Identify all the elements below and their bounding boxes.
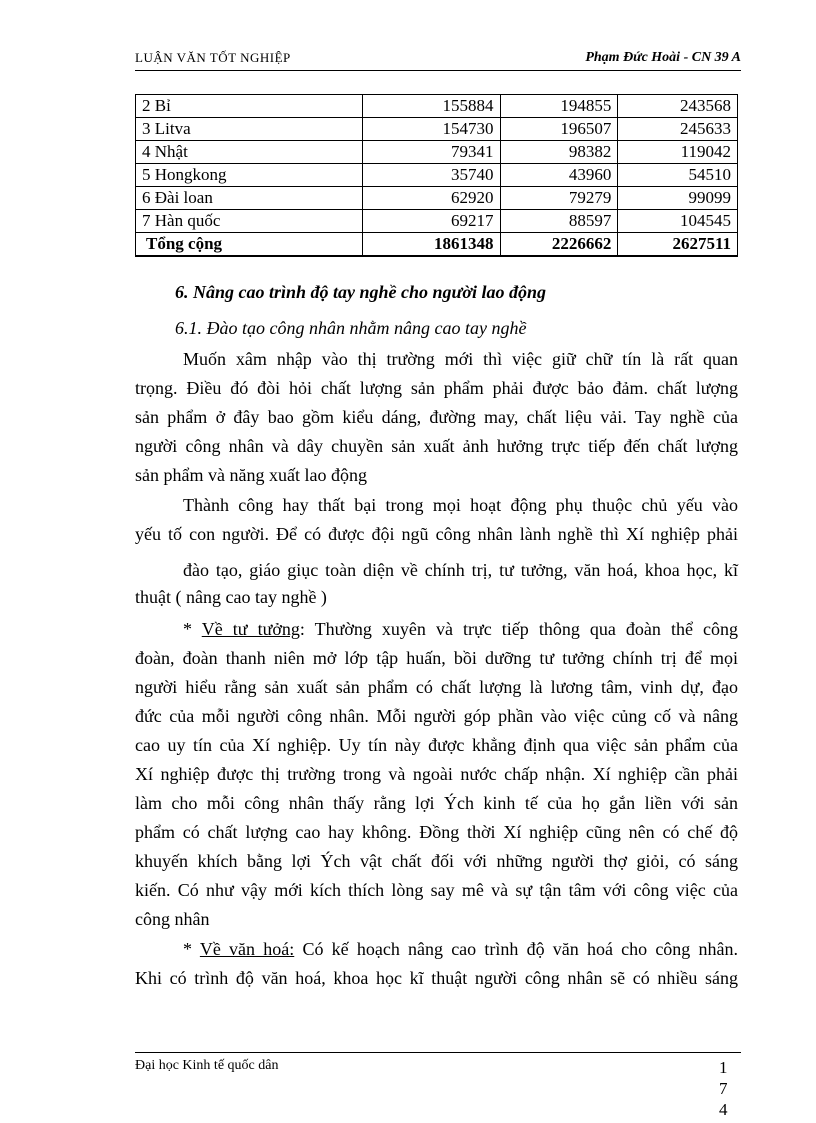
table-row bbox=[136, 210, 738, 233]
country-cell: 5 Hongkong bbox=[136, 164, 363, 187]
paragraph-line: phẩm có chất lượng cao hay không. Đồng thời Xí nghiệp cũng nên có chế độ bbox=[135, 822, 738, 842]
table-row bbox=[136, 164, 738, 187]
paragraph-line: * Về văn hoá: Có kế hoạch nâng cao trình độ văn hoá cho công nhân. bbox=[183, 939, 738, 959]
paragraph-line: đoàn, đoàn thanh niên mở lớp tập huấn, bồi dưỡng tư tưởng chính trị để mọi bbox=[135, 648, 738, 668]
value-cell: 119042 bbox=[618, 141, 738, 164]
paragraph-line: đức của mỗi người công nhân. Mỗi người góp phần vào việc củng cố và nâng bbox=[135, 706, 738, 726]
paragraph-line: người hiểu rằng sản xuất sản phẩm có chất lượng là lương tâm, vinh dự, đạo bbox=[135, 677, 738, 697]
paragraph-line: sản phẩm ở đây bao gồm kiểu dáng, đường may, chất liệu vải. Tay nghề của bbox=[135, 407, 738, 427]
value-cell: 69217 bbox=[363, 210, 500, 233]
paragraph-line: Thành công hay thất bại trong mọi hoạt động phụ thuộc chủ yếu vào bbox=[183, 495, 738, 515]
value-cell: 245633 bbox=[618, 118, 738, 141]
page-number-digit: 4 bbox=[719, 1100, 728, 1119]
paragraph-line: Xí nghiệp được thị trường trong và ngoài nước chấp nhận. Xí nghiệp cần phải bbox=[135, 764, 738, 784]
value-cell: 104545 bbox=[618, 210, 738, 233]
country-cell: 4 Nhật bbox=[136, 141, 363, 164]
data-table bbox=[135, 94, 738, 257]
country-cell: 3 Litva bbox=[136, 118, 363, 141]
paragraph-line: sản phẩm và năng xuất lao động bbox=[135, 465, 367, 485]
value-cell: 79279 bbox=[500, 187, 618, 210]
value-cell: 43960 bbox=[500, 164, 618, 187]
total-value-cell: 2627511 bbox=[618, 233, 738, 257]
paragraph-line: người công nhân và dây chuyền sản xuất ảnh hưởng trực tiếp đến chất lượng bbox=[135, 436, 738, 456]
section-heading: 6. Nâng cao trình độ tay nghề cho người lao động bbox=[175, 282, 546, 302]
value-cell: 54510 bbox=[618, 164, 738, 187]
page-number-digit: 7 bbox=[719, 1079, 728, 1098]
paragraph-line: Muốn xâm nhập vào thị trường mới thì việc giữ chữ tín là rất quan bbox=[183, 349, 738, 369]
value-cell: 99099 bbox=[618, 187, 738, 210]
total-value-cell: 1861348 bbox=[363, 233, 500, 257]
table-row bbox=[136, 118, 738, 141]
total-value-cell: 2226662 bbox=[500, 233, 618, 257]
value-cell: 88597 bbox=[500, 210, 618, 233]
paragraph-line: Khi có trình độ văn hoá, khoa học kĩ thuật người công nhân sẽ có nhiều sáng bbox=[135, 968, 738, 988]
value-cell: 243568 bbox=[618, 95, 738, 118]
value-cell: 154730 bbox=[363, 118, 500, 141]
paragraph-line: yếu tố con người. Để có được đội ngũ công nhân lành nghề thì Xí nghiệp phải bbox=[135, 524, 738, 544]
country-cell: 6 Đài loan bbox=[136, 187, 363, 210]
paragraph-line: thuật ( nâng cao tay nghề ) bbox=[135, 587, 327, 607]
page-header bbox=[135, 50, 741, 70]
value-cell: 35740 bbox=[363, 164, 500, 187]
paragraph-line: cao uy tín của Xí nghiệp. Uy tín này được khẳng định qua việc sản phẩm của bbox=[135, 735, 738, 755]
topic-label: Về văn hoá: bbox=[199, 939, 295, 959]
paragraph-line: công nhân bbox=[135, 909, 210, 929]
table-row bbox=[136, 187, 738, 210]
value-cell: 155884 bbox=[363, 95, 500, 118]
value-cell: 62920 bbox=[363, 187, 500, 210]
topic-label: Về tư tưởng bbox=[201, 619, 300, 639]
value-cell: 196507 bbox=[500, 118, 618, 141]
paragraph-line: * Về tư tưởng: Thường xuyên và trực tiếp thông qua đoàn thể công bbox=[183, 619, 738, 639]
paragraph-line: làm cho mỗi công nhân thấy rằng lợi Ých kinh tế của họ gắn liền với sản bbox=[135, 793, 738, 813]
header-rule bbox=[135, 70, 741, 71]
value-cell: 79341 bbox=[363, 141, 500, 164]
header-author: Phạm Đức Hoài - CN 39 A bbox=[585, 50, 741, 65]
page-number-digit: 1 bbox=[719, 1058, 728, 1077]
country-cell: 2 Bỉ bbox=[136, 95, 363, 118]
paragraph-line: khuyến khích bằng lợi Ých vật chất đối với những người thợ giỏi, có sáng bbox=[135, 851, 738, 871]
table-row bbox=[136, 141, 738, 164]
paragraph-line: trọng. Điều đó đòi hỏi chất lượng sản phẩm phải được bảo đảm. chất lượng bbox=[135, 378, 738, 398]
total-label-cell: Tổng cộng bbox=[136, 233, 363, 257]
paragraph-line: kiến. Có như vậy mới kích thích lòng say mê và sự tận tâm với công việc của bbox=[135, 880, 738, 900]
table-total-row bbox=[136, 233, 738, 257]
header-title: LUẬN VĂN TỐT NGHIỆP bbox=[135, 50, 291, 65]
footer-university: Đại học Kinh tế quốc dân bbox=[135, 1058, 279, 1073]
paragraph-text: : Thường xuyên và trực tiếp thông qua đoàn thể công bbox=[299, 619, 738, 639]
table-row bbox=[136, 95, 738, 118]
footer-rule bbox=[135, 1052, 741, 1053]
paragraph-line: đào tạo, giáo giục toàn diện về chính trị, tư tưởng, văn hoá, khoa học, kĩ bbox=[183, 560, 738, 580]
value-cell: 194855 bbox=[500, 95, 618, 118]
country-cell: 7 Hàn quốc bbox=[136, 210, 363, 233]
value-cell: 98382 bbox=[500, 141, 618, 164]
paragraph-text: Có kế hoạch nâng cao trình độ văn hoá cho công nhân. bbox=[294, 939, 738, 959]
section-subheading: 6.1. Đào tạo công nhân nhằm nâng cao tay nghề bbox=[175, 318, 527, 338]
